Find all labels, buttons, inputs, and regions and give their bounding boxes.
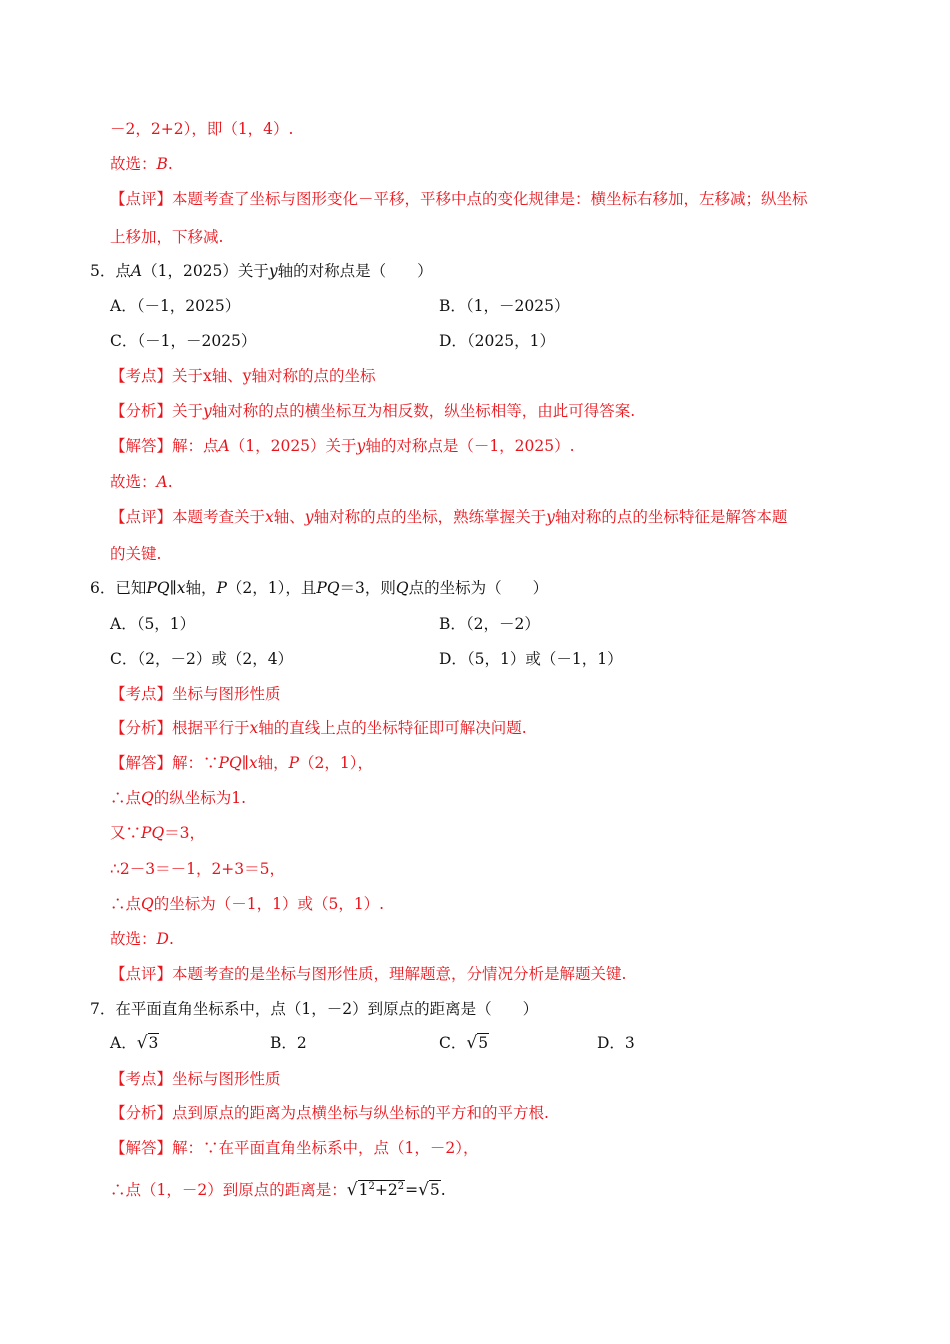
q6-option-d: D．（5，1）或（－1，1）: [439, 650, 623, 668]
q5-comment: 【点评】本题考查关于x轴、y轴对称的点的坐标，熟练掌握关于y轴对称的点的坐标特征是解答本题: [110, 508, 788, 526]
distance-formula: $√1^2+2^2=√5$.: [346, 1180, 446, 1200]
q7-option-a: A．√3: [110, 1033, 159, 1053]
q7-option-d: D．3: [597, 1034, 635, 1052]
sqrt-symbol: √5: [466, 1033, 489, 1053]
q6-analysis: 【分析】根据平行于x轴的直线上点的坐标特征即可解决问题.: [110, 719, 527, 737]
q6-comment: 【点评】本题考查的是坐标与图形性质，理解题意，分情况分析是解题关键.: [110, 965, 627, 983]
q7-solution-step-2: ∴点（1，－2）到原点的距离是：$√1^2+2^2=√5$.: [110, 1180, 446, 1200]
q6-option-a: A．（5，1）: [110, 615, 196, 633]
q6-solution-step-2: ∴点Q的纵坐标为1.: [110, 789, 247, 807]
q6-option-c: C．（2，－2）或（2，4）: [110, 650, 294, 668]
q7-analysis: 【分析】点到原点的距离为点横坐标与纵坐标的平方和的平方根.: [110, 1104, 549, 1122]
q6-stem: 6．已知PQ∥x轴，P（2，1），且PQ＝3，则Q点的坐标为（ ）: [90, 579, 549, 597]
q7-stem: 7．在平面直角坐标系中，点（1，－2）到原点的距离是（ ）: [90, 1000, 539, 1018]
q5-knowledge-point: 【考点】关于x轴、y轴对称的点的坐标: [110, 367, 376, 385]
q5-comment-cont: 的关键.: [110, 545, 162, 563]
q4-comment: 【点评】本题考查了坐标与图形变化－平移，平移中点的变化规律是：横坐标右移加，左移减；纵坐标: [110, 190, 808, 208]
q7-option-b: B．2: [270, 1034, 307, 1052]
q5-option-b: B．（1，－2025）: [439, 297, 570, 315]
q7-knowledge-point: 【考点】坐标与图形性质: [110, 1070, 281, 1088]
q5-analysis: 【分析】关于y轴对称的点的横坐标互为相反数，纵坐标相等，由此可得答案.: [110, 402, 636, 420]
q5-option-c: C．（－1，－2025）: [110, 332, 257, 350]
q7-solution: 【解答】解：∵在平面直角坐标系中，点（1，－2），: [110, 1139, 479, 1157]
q5-solution: 【解答】解：点A（1，2025）关于y轴的对称点是（－1，2025）.: [110, 437, 575, 455]
q6-option-b: B．（2，－2）: [439, 615, 540, 633]
q6-answer-choice: 故选：D.: [110, 930, 174, 948]
q5-option-d: D．（2025，1）: [439, 332, 555, 350]
q4-answer-choice: 故选：B.: [110, 155, 173, 173]
q7-option-c: C．√5: [439, 1033, 489, 1053]
q4-comment-cont: 上移加，下移减.: [110, 228, 224, 246]
q4-continuation: －2，2+2），即（1，4）.: [110, 120, 294, 138]
sqrt-symbol: √3: [136, 1033, 159, 1053]
q6-solution: 【解答】解：∵PQ∥x轴，P（2，1），: [110, 754, 374, 772]
q5-option-a: A．（－1，2025）: [110, 297, 241, 315]
q6-solution-step-4: ∴2－3＝－1，2+3＝5，: [110, 860, 286, 878]
q5-stem: 5．点A（1，2025）关于y轴的对称点是（ ）: [90, 262, 433, 280]
q5-answer-choice: 故选：A.: [110, 473, 173, 491]
q6-knowledge-point: 【考点】坐标与图形性质: [110, 685, 281, 703]
q6-solution-step-5: ∴点Q的坐标为（－1，1）或（5，1）.: [110, 895, 385, 913]
q6-solution-step-3: 又∵PQ＝3，: [110, 824, 206, 842]
